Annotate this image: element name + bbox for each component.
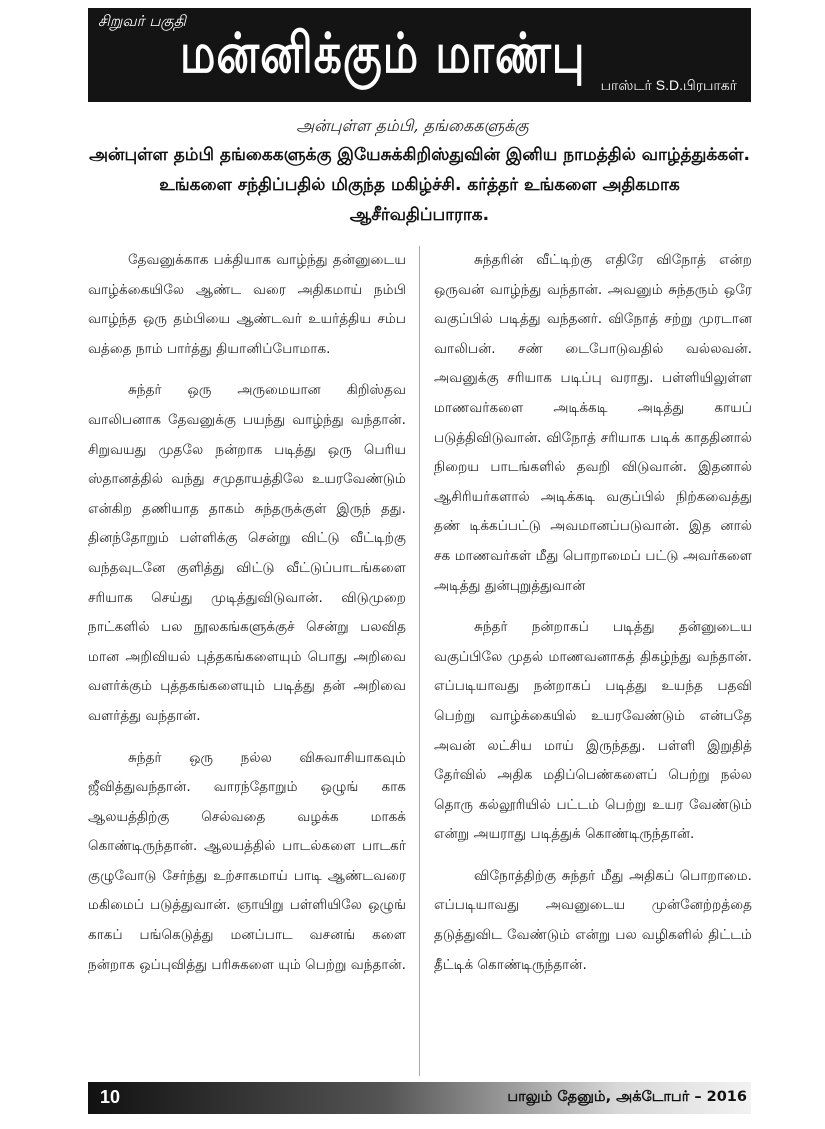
paragraph: சுந்தர் நன்றாகப் படித்து தன்னுடைய வகுப்பிலே முதல் மாணவனாகத் திகழ்ந்து வந்தான். எப்படியாவது நன்றாகப் படித்து உயந்த பதவி பெற்று வாழ்க்கையில் உயரவேண்டும் என்பதே அவன் லட்சிய மாய் இருந்தது. பள்ளி இறுதித் தேர்வில் அதிக மதிப்பெண்களைப் பெற்று நல்ல தொரு கல்லூரியில் பட்டம் பெற்று உயர வேண்டும் என்று அயராது படித்துக் கொண்டிருந்தான். [434, 619, 752, 843]
paragraph: தேவனுக்காக பக்தியாக வாழ்ந்து தன்னுடைய வாழ்க்கையிலே ஆண்ட வரை அதிகமாய் நம்பி வாழ்ந்த ஒரு தம்பியை ஆண்டவர் உயர்த்திய சம்ப வத்தை நாம் பார்த்து தியானிப்போமாக. [88, 252, 406, 357]
paragraph: விநோத்திற்கு சுந்தர் மீது அதிகப் பொறாமை. எப்படியாவது அவனுடைய முன்னேற்றத்தை தடுத்துவிட வேண்டும் என்று பல வழிகளில் திட்டம் தீட்டிக் கொண்டிருந்தான். [434, 867, 752, 973]
article-title: மன்னிக்கும் மாண்பு [180, 22, 586, 86]
left-column [88, 246, 406, 992]
author-name: பாஸ்டர் S.D.பிரபாகர் [600, 77, 737, 93]
column-divider [419, 246, 420, 1076]
right-column [434, 246, 752, 992]
page-number: 10 [100, 1087, 121, 1107]
handwritten-salutation: அன்புள்ள தம்பி, தங்கைகளுக்கு [296, 116, 529, 135]
magazine-issue: பாலும் தேனும், அக்டோபர் – 2016 [507, 1089, 747, 1105]
paragraph: சுந்தர் ஒரு நல்ல விசுவாசியாகவும் ஜீவித்துவந்தான். வாரந்தோறும் ஒழுங் காக ஆலயத்திற்கு செல்வதை வழக்க மாகக் கொண்டிருந்தான். ஆலயத்தில் பாடல்களை பாடகர் குழுவோடு சேர்ந்து உற்சாகமாய் பாடி ஆண்டவரை மகிமைப் படுத்துவான். ஞாயிறு பள்ளியிலே ஒழுங் காகப் பங்கெடுத்து மனப்பாட வசனங் களை நன்றாக ஒப்புவித்து பரிசுகளை யும் பெற்று வந்தான். [88, 749, 406, 973]
page-header [88, 8, 751, 102]
paragraph: சுந்தரின் வீட்டிற்கு எதிரே விநோத் என்ற ஒருவன் வாழ்ந்து வந்தான். அவனும் சுந்தரும் ஒரே வகுப்பில் படித்து வந்தனர். விநோத் சற்று முரடான வாலிபன். சண் டைபோடுவதில் வல்லவன். அவனுக்கு சரியாக படிப்பு வராது. பள்ளியிலுள்ள மாணவர்களை அடிக்கடி அடித்து காயப் படுத்திவிடுவான். விநோத் சரியாக படிக் காததினால் நிறைய பாடங்களில் தவறி விடுவான். இதனால் ஆசிரியர்களால் அடிக்கடி வகுப்பில் நிற்கவைத்து தண் டிக்கப்பட்டு அவமானப்படுவான். இத னால் சக மாணவர்கள் மீது பொறாமைப் பட்டு அவர்களை அடித்து துன்புறுத்துவான் [434, 252, 752, 594]
paragraph: சுந்தர் ஒரு அருமையான கிறிஸ்தவ வாலிபனாக தேவனுக்கு பயந்து வாழ்ந்து வந்தான். சிறுவயது முதலே நன்றாக படித்து ஒரு பெரிய ஸ்தானத்தில் வந்து சமுதாயத்திலே உயரவேண்டும் என்கிற தணியாத தாகம் சுந்தருக்குள் இருந் தது. தினந்தோறும் பள்ளிக்கு சென்று விட்டு வீட்டிற்கு வந்தவுடனே குளித்து விட்டு வீட்டுப்பாடங்களை சரியாக செய்து முடித்துவிடுவான். விடுமுறை நாட்களில் பல நூலகங்களுக்குச் சென்று பலவித மான அறிவியல் புத்தகங்களையும் பொது அறிவை வளர்க்கும் புத்தகங்களையும் படித்து தன் அறிவை வளர்த்து வந்தான். [88, 382, 406, 724]
page-footer [88, 1082, 751, 1114]
section-tag: சிறுவர் பகுதி [98, 12, 186, 30]
intro-paragraph: அன்புள்ள தம்பி தங்கைகளுக்கு இயேசுக்கிறிஸ்துவின் இனிய நாமத்தில் வாழ்த்துக்கள். உங்களை சந்திப்பதில் மிகுந்த மகிழ்ச்சி. கர்த்தர் உங்களை அதிகமாக ஆசீர்வதிப்பாராக. [89, 145, 750, 225]
